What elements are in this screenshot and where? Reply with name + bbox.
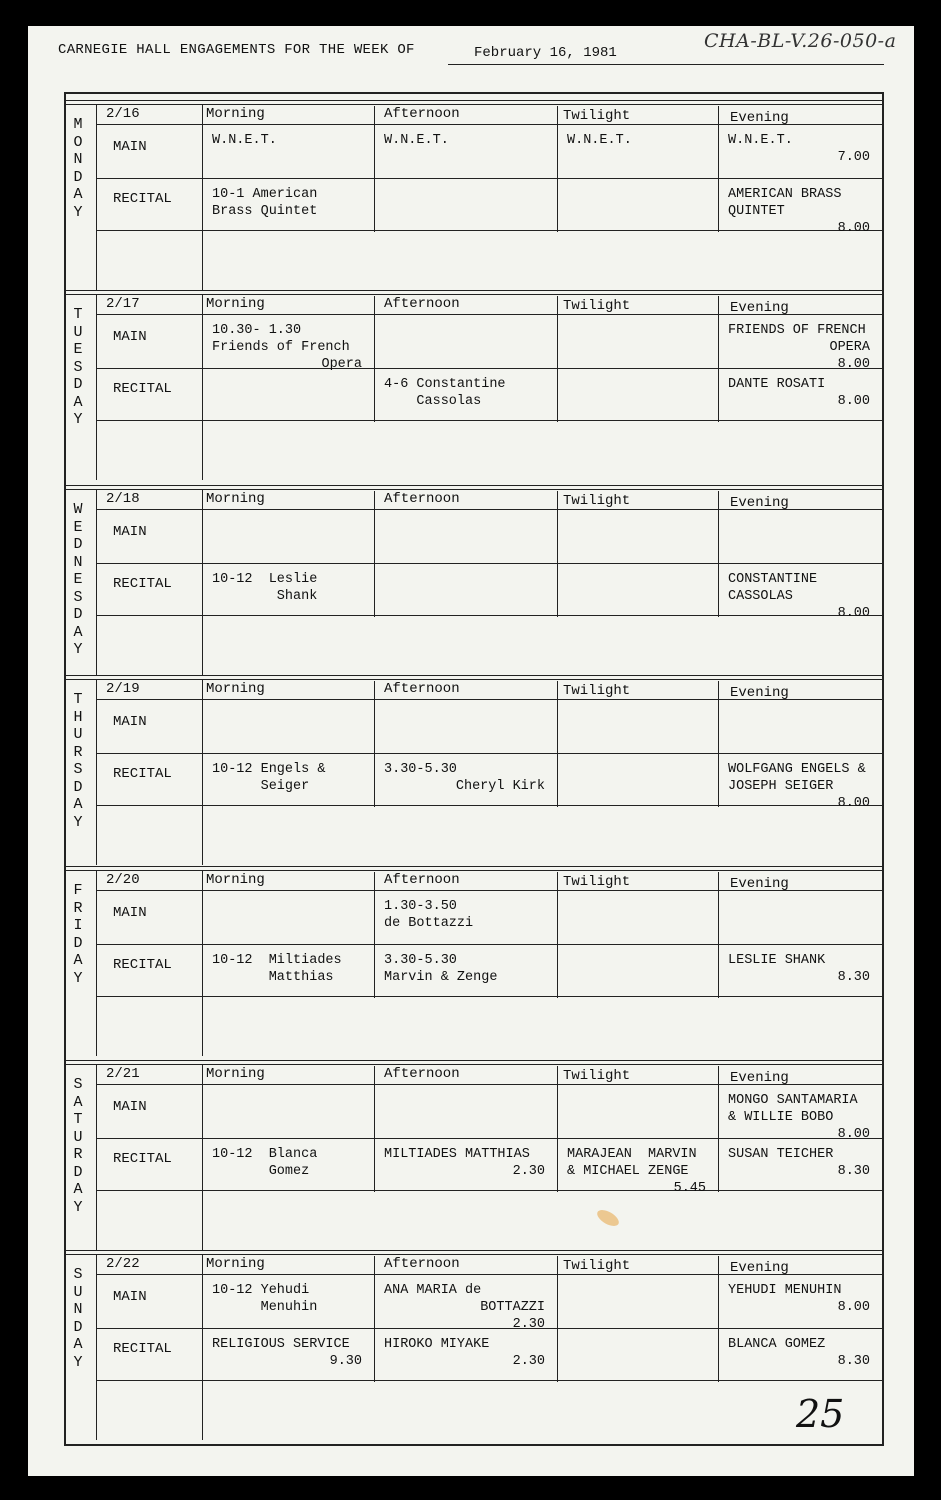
main-twilight-entry: W.N.E.T. (567, 133, 632, 148)
row-divider (96, 944, 882, 945)
row-label-recital: RECITAL (113, 191, 172, 207)
column-divider (882, 870, 883, 1056)
weekday-letter: S (73, 588, 83, 606)
weekday-letter: U (73, 1128, 83, 1146)
col-evening-header: Evening (730, 1070, 789, 1086)
main-afternoon-entry: W.N.E.T. (384, 133, 449, 148)
main-evening-entry: YEHUDI MENUHIN (728, 1283, 842, 1298)
recital-evening-time: 8.00 (837, 796, 870, 811)
weekday-letter: D (73, 536, 83, 553)
day-separator (66, 1250, 882, 1251)
weekday-letter: D (73, 376, 83, 393)
main-evening-time: 8.00 (837, 1300, 870, 1315)
weekday-letter: D (73, 168, 83, 186)
recital-morning-entry: 10-12 Blanca Gomez (212, 1147, 318, 1179)
day-separator (66, 1064, 882, 1065)
col-morning-header: Morning (206, 1256, 265, 1272)
col-morning-header: Morning (206, 681, 265, 697)
recital-afternoon-time: 2.30 (512, 1354, 545, 1369)
weekday-letter: D (73, 1163, 83, 1181)
column-divider (202, 679, 203, 865)
col-morning-header: Morning (206, 872, 265, 888)
weekday-letter: N (73, 151, 83, 168)
recital-twilight-time: 5.45 (673, 1181, 706, 1196)
col-twilight-header: Twilight (563, 493, 631, 509)
weekday-letter: O (73, 133, 83, 151)
col-afternoon-header: Afternoon (384, 106, 460, 122)
recital-evening-entry: DANTE ROSATI (728, 377, 826, 392)
day-date: 2/17 (106, 296, 140, 312)
day-separator (66, 1060, 882, 1061)
recital-afternoon-entry: MILTIADES MATTHIAS (384, 1147, 530, 1162)
day-separator (66, 675, 882, 676)
column-divider (202, 1064, 203, 1250)
recital-evening-entry: WOLFGANG ENGELS & JOSEPH SEIGER (728, 762, 866, 794)
column-divider (96, 294, 97, 480)
weekday-letter: A (73, 393, 83, 411)
col-twilight-header: Twilight (563, 1068, 631, 1084)
weekday-letter: D (73, 934, 83, 952)
weekday-letter: E (73, 341, 83, 358)
weekday-letter: Y (73, 813, 83, 831)
row-label-main: MAIN (113, 714, 147, 730)
main-evening-entry: MONGO SANTAMARIA & WILLIE BOBO (728, 1093, 858, 1125)
col-evening-header: Evening (730, 495, 789, 511)
main-morning-entry: 10-12 Yehudi Menuhin (212, 1283, 318, 1315)
day-separator (66, 866, 882, 867)
col-evening-header: Evening (730, 876, 789, 892)
weekday-letter: U (73, 726, 83, 743)
main-morning-extra: Opera (321, 357, 362, 372)
weekday-letter: T (73, 691, 83, 708)
column-divider (96, 679, 97, 865)
recital-afternoon-entry: HIROKO MIYAKE (384, 1337, 490, 1352)
weekday-letter: F (73, 882, 83, 899)
row-divider (96, 996, 882, 997)
col-afternoon-header: Afternoon (384, 296, 460, 312)
main-afternoon-time: 2.30 (512, 1317, 545, 1332)
recital-morning-entry: RELIGIOUS SERVICE (212, 1337, 350, 1352)
weekday-letter: E (73, 571, 83, 588)
recital-evening-entry: BLANCA GOMEZ (728, 1337, 826, 1352)
weekday-letter: I (73, 917, 83, 934)
column-divider (882, 1064, 883, 1250)
col-morning-header: Morning (206, 106, 265, 122)
weekday-letter: A (73, 952, 83, 969)
row-label-recital: RECITAL (113, 1341, 172, 1357)
recital-evening-time: 8.00 (837, 606, 870, 621)
main-evening-time: 7.00 (837, 150, 870, 165)
weekday-letter: R (73, 1146, 83, 1163)
column-divider (202, 294, 203, 480)
day-separator (66, 1254, 882, 1255)
col-evening-header: Evening (730, 300, 789, 316)
day-date: 2/22 (106, 1256, 140, 1272)
date-underline (448, 64, 884, 65)
weekday-letter: N (73, 553, 83, 571)
page-title: CARNEGIE HALL ENGAGEMENTS FOR THE WEEK OF (58, 42, 415, 58)
weekday-letter: A (73, 796, 83, 813)
day-separator (66, 104, 882, 105)
main-afternoon-extra: BOTTAZZI (480, 1300, 545, 1315)
recital-evening-entry: LESLIE SHANK (728, 953, 826, 968)
row-label-main: MAIN (113, 1099, 147, 1115)
weekday-letter: M (73, 116, 83, 133)
recital-twilight-entry: MARAJEAN MARVIN & MICHAEL ZENGE (567, 1147, 697, 1179)
main-afternoon-entry: ANA MARIA de (384, 1283, 482, 1298)
column-divider (96, 870, 97, 1056)
row-label-main: MAIN (113, 905, 147, 921)
weekday-letter: H (73, 708, 83, 726)
recital-evening-time: 8.30 (837, 970, 870, 985)
main-evening-time: 8.00 (837, 1127, 870, 1142)
column-divider (96, 1064, 97, 1250)
column-divider (882, 679, 883, 865)
weekday-label (68, 691, 88, 831)
recital-afternoon-entry: 3.30-5.30 (384, 762, 457, 777)
row-label-main: MAIN (113, 1289, 147, 1305)
col-evening-header: Evening (730, 1260, 789, 1276)
weekday-letter: D (73, 606, 83, 623)
weekday-letter: Y (73, 1353, 83, 1371)
row-label-main: MAIN (113, 139, 147, 155)
main-evening-entry: W.N.E.T. (728, 133, 793, 148)
column-divider (882, 104, 883, 290)
recital-evening-time: 8.30 (837, 1354, 870, 1369)
col-twilight-header: Twilight (563, 874, 631, 890)
row-label-recital: RECITAL (113, 381, 172, 397)
column-divider (202, 104, 203, 290)
day-date: 2/18 (106, 491, 140, 507)
recital-afternoon-extra: Cheryl Kirk (455, 779, 545, 794)
weekday-letter: S (73, 358, 83, 376)
day-separator (66, 679, 882, 680)
column-divider (96, 489, 97, 675)
column-divider (202, 1254, 203, 1440)
day-separator (66, 870, 882, 871)
col-afternoon-header: Afternoon (384, 1256, 460, 1272)
week-date: February 16, 1981 (474, 45, 617, 61)
row-label-main: MAIN (113, 329, 147, 345)
archive-reference: CHA-BL-V.26-050-a (704, 30, 897, 52)
column-divider (882, 1254, 883, 1440)
recital-morning-entry: 10-1 American Brass Quintet (212, 187, 318, 219)
col-evening-header: Evening (730, 685, 789, 701)
col-afternoon-header: Afternoon (384, 681, 460, 697)
col-afternoon-header: Afternoon (384, 1066, 460, 1082)
recital-morning-time: 9.30 (329, 1354, 362, 1369)
day-date: 2/21 (106, 1066, 140, 1082)
col-evening-header: Evening (730, 110, 789, 126)
main-evening-time: 8.00 (837, 357, 870, 372)
weekday-label (68, 1076, 88, 1216)
recital-evening-time: 8.00 (837, 221, 870, 236)
weekday-letter: R (73, 743, 83, 761)
col-morning-header: Morning (206, 1066, 265, 1082)
page-number: 25 (796, 1392, 845, 1436)
column-divider (96, 104, 97, 290)
recital-morning-entry: 10-12 Engels & Seiger (212, 762, 326, 794)
weekday-letter: Y (73, 411, 83, 428)
weekday-label (68, 882, 88, 987)
recital-evening-entry: AMERICAN BRASS QUINTET (728, 187, 842, 219)
main-morning-entry: 10.30- 1.30 Friends of French (212, 323, 350, 355)
weekday-label (68, 501, 88, 659)
column-divider (96, 1254, 97, 1440)
recital-morning-entry: 10-12 Leslie Shank (212, 572, 318, 604)
row-label-recital: RECITAL (113, 576, 172, 592)
day-separator (66, 100, 882, 101)
weekday-letter: S (73, 1266, 83, 1283)
weekday-label (68, 306, 88, 429)
column-divider (202, 870, 203, 1056)
day-date: 2/19 (106, 681, 140, 697)
recital-evening-entry: CONSTANTINE CASSOLAS (728, 572, 818, 604)
recital-evening-entry: SUSAN TEICHER (728, 1147, 834, 1162)
weekday-letter: U (73, 323, 83, 341)
weekday-letter: S (73, 761, 83, 778)
weekday-letter: T (73, 306, 83, 323)
column-divider (202, 489, 203, 675)
row-divider (96, 1380, 882, 1381)
column-divider (882, 294, 883, 480)
col-morning-header: Morning (206, 491, 265, 507)
weekday-letter: Y (73, 641, 83, 658)
day-separator (66, 489, 882, 490)
weekday-letter: A (73, 623, 83, 641)
recital-morning-entry: 10-12 Miltiades Matthias (212, 953, 342, 985)
col-afternoon-header: Afternoon (384, 872, 460, 888)
weekday-letter: A (73, 1093, 83, 1111)
main-morning-entry: W.N.E.T. (212, 133, 277, 148)
row-label-recital: RECITAL (113, 1151, 172, 1167)
weekday-letter: E (73, 518, 83, 536)
col-afternoon-header: Afternoon (384, 491, 460, 507)
col-twilight-header: Twilight (563, 683, 631, 699)
weekday-letter: N (73, 1301, 83, 1318)
row-label-recital: RECITAL (113, 766, 172, 782)
row-divider (96, 420, 882, 421)
day-separator (66, 290, 882, 291)
weekday-letter: T (73, 1111, 83, 1128)
col-twilight-header: Twilight (563, 108, 631, 124)
day-date: 2/20 (106, 872, 140, 888)
main-evening-extra: OPERA (829, 340, 870, 355)
weekday-letter: A (73, 1336, 83, 1353)
row-divider (96, 1190, 882, 1191)
day-separator (66, 294, 882, 295)
weekday-label (68, 116, 88, 221)
weekday-letter: A (73, 1181, 83, 1198)
weekday-letter: Y (73, 1198, 83, 1216)
main-afternoon-entry: 1.30-3.50 de Bottazzi (384, 899, 474, 931)
day-separator (66, 485, 882, 486)
row-label-recital: RECITAL (113, 957, 172, 973)
row-divider (96, 753, 882, 754)
recital-evening-time: 8.30 (837, 1164, 870, 1179)
recital-afternoon-time: 2.30 (512, 1164, 545, 1179)
recital-afternoon-entry: 3.30-5.30 Marvin & Zenge (384, 953, 498, 985)
column-divider (882, 489, 883, 675)
row-divider (96, 178, 882, 179)
col-twilight-header: Twilight (563, 1258, 631, 1274)
col-twilight-header: Twilight (563, 298, 631, 314)
main-evening-entry: FRIENDS OF FRENCH (728, 323, 866, 338)
col-morning-header: Morning (206, 296, 265, 312)
row-label-main: MAIN (113, 524, 147, 540)
weekday-letter: R (73, 899, 83, 917)
weekday-label (68, 1266, 88, 1371)
weekday-letter: Y (73, 203, 83, 221)
weekday-letter: A (73, 186, 83, 203)
weekday-letter: U (73, 1283, 83, 1301)
day-date: 2/16 (106, 106, 140, 122)
weekday-letter: Y (73, 969, 83, 987)
row-divider (96, 563, 882, 564)
weekday-letter: W (73, 501, 83, 518)
weekday-letter: D (73, 1318, 83, 1336)
recital-afternoon-entry: 4-6 Constantine Cassolas (384, 377, 506, 409)
weekday-letter: S (73, 1076, 83, 1093)
weekday-letter: D (73, 778, 83, 796)
recital-evening-time: 8.00 (837, 394, 870, 409)
